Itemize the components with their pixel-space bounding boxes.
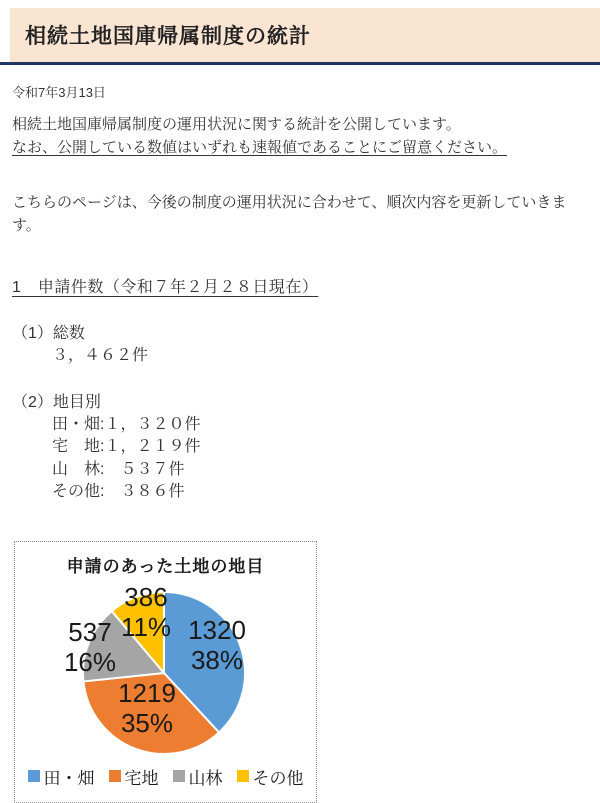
pie-value-label: 1320: [188, 614, 246, 645]
chart-legend: [15, 764, 316, 789]
page: [0, 8, 600, 788]
legend-item: [109, 764, 159, 789]
pie-percent-label: 35%: [120, 707, 174, 738]
legend-label: 宅地: [124, 768, 159, 788]
legend-swatch-icon: [173, 770, 185, 782]
publish-date: 令和7年3月13日: [12, 85, 106, 100]
pie-value-label: 386: [124, 581, 168, 612]
pie-percent-label: 16%: [63, 646, 117, 677]
intro-line1: 相続土地国庫帰属制度の運用状況に関する統計を公開しています。: [12, 116, 461, 133]
page-title: 相続土地国庫帰属制度の統計: [25, 25, 311, 48]
legend-swatch-icon: [28, 770, 40, 782]
intro-line2-note: なお、公開している数値はいずれも速報値であることにご留意ください。: [12, 139, 508, 156]
legend-label: 田・畑: [43, 768, 95, 788]
by-land-type-label: （2）地目別: [12, 393, 101, 411]
pie-value-label: 1219: [118, 677, 176, 708]
update-note: こちらのページは、今後の制度の運用状況に合わせて、順次内容を更新していきます。: [12, 194, 567, 234]
legend-item: [173, 764, 223, 789]
legend-label: 山林: [188, 768, 223, 788]
legend-swatch-icon: [109, 770, 121, 782]
land-type-pie-chart: [14, 541, 317, 803]
pie-value-label: 537: [68, 616, 112, 647]
legend-label: その他: [252, 768, 304, 788]
total-count-label: （1）総数: [12, 325, 85, 342]
chart-title: 申請のあった土地の地目: [66, 556, 265, 576]
legend-swatch-icon: [237, 770, 249, 782]
pie-percent-label: 38%: [190, 644, 244, 675]
legend-item: [237, 764, 304, 789]
by-land-type-list: [12, 414, 586, 504]
land-type-stat-line: その他: ３８６件: [52, 483, 185, 500]
page-header: [10, 8, 600, 62]
land-type-stat-line: 山 林: ５３７件: [52, 460, 185, 478]
header-divider: [0, 62, 600, 65]
legend-item: [28, 764, 95, 789]
main-content: [0, 82, 600, 803]
total-count-value: ３，４６２件: [52, 347, 149, 364]
land-type-stat-line: 宅 地:１，２１９件: [52, 438, 201, 455]
section1-heading: 1 申請件数（令和７年２月２８日現在）: [12, 279, 319, 296]
intro-paragraph: [12, 113, 586, 159]
pie-percent-label: 11%: [120, 611, 172, 642]
land-type-stat-line: 田・畑:１，３２０件: [52, 415, 201, 433]
pie-chart-canvas: [15, 542, 316, 802]
